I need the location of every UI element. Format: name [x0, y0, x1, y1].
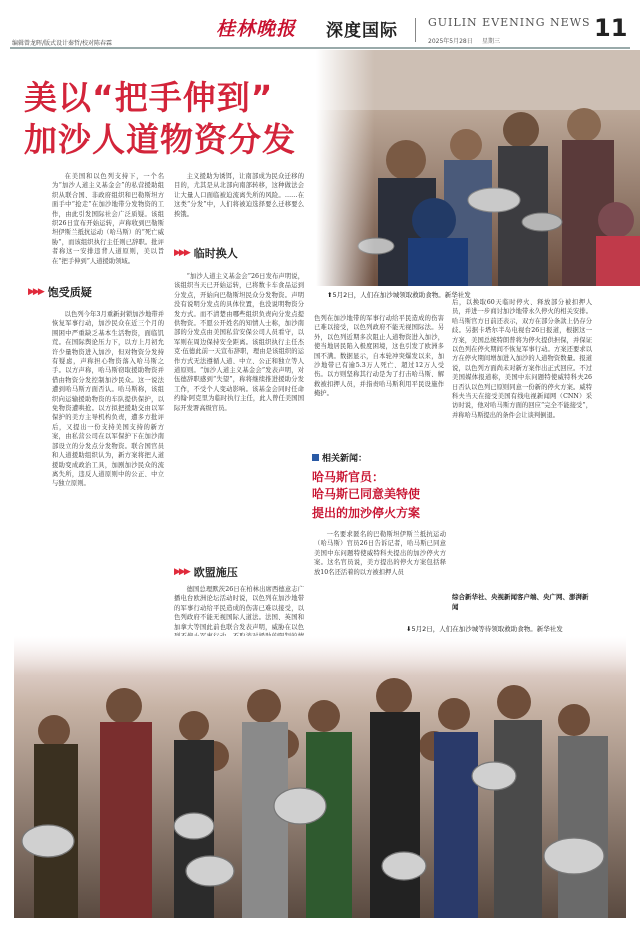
- article-column-2-top: [174, 172, 304, 219]
- triangle-marker-icon: ▶▶▶: [174, 248, 189, 258]
- related-title-line-1: 哈马斯官员：: [312, 470, 385, 484]
- paragraph: 主义援助为诱饵，让南部成为民众迁移的目的，尤其是从北部向南部转移，这种做法会让大量人口面临被迫流离失所的风险。……在这类“分发”中，人们将被迫选择要么迁移要么挨饿。: [174, 173, 304, 218]
- subheading-text: 欧盟施压: [193, 566, 238, 579]
- related-news-label: 相关新闻：: [322, 454, 368, 464]
- headline-line-1: 美以“把手伸到”: [24, 78, 274, 117]
- related-title-line-2: 哈马斯已同意美特使: [312, 487, 421, 501]
- article-column-1-body: [52, 310, 164, 489]
- page-number: 11: [594, 14, 628, 42]
- subheading-text: 饱受质疑: [47, 286, 92, 299]
- header-divider: [415, 18, 416, 42]
- newspaper-logo: 桂林晚报: [216, 18, 297, 40]
- paragraph: “加沙人道主义基金会”26日发布声明说，该组织当天已开始运转，已将数卡车食品运到分发点，开始向巴勒斯坦民众分发物资。声明没有说明分发点的具体位置，也没说明物资分发方式。而不清楚由哪些组织负责向分发点提供物资。不愿公开姓名的知情人士称，加沙南部的分发点由美国私营安保公司人员看守，以军则在周边保持安全距离。该组织执行主任杰克·伍德此前一天宣布辞职，理由是该组织的运作方式无法遵循人道、中立、公正和独立等人道原则。“加沙人道主义基金会”发表声明，对伍德辞职感到“失望”，称将继续推进援助分发工作，不受个人变动影响。该基金会同时任命约翰·阿克里为临时执行主任，此人曾任美国国际开发署高级官员。: [174, 273, 304, 412]
- news-source: 综合新华社、央视新闻客户端、央广网、澎湃新闻: [452, 593, 589, 611]
- triangle-marker-icon: ▶▶▶: [28, 287, 43, 297]
- article-column-3: [314, 314, 444, 442]
- bottom-news-photo: [14, 636, 626, 918]
- header-rule: [10, 47, 630, 49]
- related-title-line-3: 提出的加沙停火方案: [312, 506, 421, 520]
- bottom-photo-caption: ⬇5月2日，人们在加沙城等待领取救助食物。新华社发: [406, 625, 563, 633]
- related-news-body: [314, 530, 446, 614]
- paragraph: 后，以换取60天临时停火、释放部分被扣押人员，并进一步商讨加沙地带永久停火的相关安排。哈马斯官方日前还表示，双方在部分条款上仍存分歧。另据卡塔尔半岛电视台26日报道，根据这一方案，美国总统特朗普将为停火提供担保，并保证以色列在停火期间不恢复军事行动。方案还要求以方在停火期间增加进入加沙的人道物资数量。报道说，以色列方面尚未对新方案作出正式回应。不过美国媒体报道称，美国中东问题特使威特科夫26日否认以色列已原则同意一份新的停火方案。威特科夫当天在接受美国有线电视新闻网（CNN）采访时说，他对哈马斯方面的回应“完全不能接受”，并称哈马斯提出的条件会让谈判倒退。: [452, 299, 592, 419]
- related-news-tag: [312, 451, 367, 464]
- paragraph: 在美国和以色列支持下，一个名为“加沙人道主义基金会”的私营援助组织从联合国、非政府组织和巴勒斯坦方面手中“抢走”在加沙地带分发物资的工作，由此引发国际社会广泛质疑。该组织26日宣布开始运转，声称收到巴勒斯坦伊斯兰抵抗运动（哈马斯）的“死亡威胁”，而该组织执行主任则已辞职。批评者称这一安排违背人道原则，美以旨在“把手伸到”人道援助领域。: [52, 173, 164, 265]
- editor-credits: 编辑曾龙晖/版式设计秦哲/校对陈春霖: [12, 40, 113, 47]
- headline-line-2: 加沙人道物资分发: [24, 120, 296, 159]
- top-photo-caption: ⬆5月2日，人们在加沙城领取救助食物。新华社发: [327, 291, 471, 299]
- top-news-photo: [316, 50, 640, 286]
- issue-weekday: 星期三: [482, 38, 501, 45]
- paragraph: 色列在加沙地带的军事行动给平民造成的伤害已难以接受，以色列政府不能无视国际法。另外，以色列近期多次阻止人道物资进入加沙，使当地居民陷入极度困境，这也引发了欧洲多国不满。数据显示，自本轮冲突爆发以来，加沙地带已有逾5.3万人死亡、超过12万人受伤。以方则坚称其行动是为了打击哈马斯、解救被扣押人员，并指责哈马斯利用平民设施作掩护。: [314, 315, 444, 398]
- subheading-1: [28, 284, 92, 300]
- subheading-2: [174, 245, 238, 261]
- article-column-4: [452, 298, 592, 588]
- triangle-marker-icon: ▶▶▶: [174, 567, 189, 577]
- paragraph: 一名要求匿名的巴勒斯坦伊斯兰抵抗运动（哈马斯）官员26日告诉记者，哈马斯已同意美国中东问题特使威特科夫提出的加沙停火方案。这名官员说，美方提出的停火方案包括释放10名还活着的以方被扣押人员: [314, 531, 446, 576]
- paper-english-name: GUILIN EVENING NEWS: [428, 16, 591, 29]
- subheading-3: [174, 564, 238, 580]
- section-name: 深度国际: [326, 21, 398, 41]
- subheading-text: 临时换人: [193, 247, 238, 260]
- article-column-1-intro: [52, 172, 164, 266]
- issue-date: 2025年5月28日: [428, 38, 473, 45]
- article-column-2-body: [174, 272, 304, 413]
- paragraph: 以色列今年3月重新封锁加沙地带并恢复军事行动，加沙民众在近三个月的围困中严重缺乏基本生活物资，面临饥荒。在国际舆论压力下，以方上月初允许少量物资进入加沙，但对物资分发持有疑虑，声称担心物资落入哈马斯之手。以方声称，哈马斯窃取援助物资并借由物资分发控制加沙民众。这一说法遭到哈马斯方面否认。哈马斯称，该组织向运输援助物资的车队提供保护，以免物资遭哄抢。以方拟把援助交由以军保护的美方主导机构负责，遭多方批评后，又提出一份支持美国支持的新方案，由私营公司在以军保护下在加沙南部设立的分发点分发物资。联合国官员和人道援助组织认为，新方案将把人道援助变成政治工具，加剧加沙民众的流离失所，违反人道原则中的公正、中立与独立原则。: [52, 311, 164, 488]
- paragraph: 德国总理默茨26日在柏林出席西德意志广播电台欧洲论坛活动时说，以色列在加沙地带的军事行动给平民造成的伤害已难以接受，以色列政府不能无视国际人道法。法国、英国和加拿大等国此前也联合发表声明，威胁在以色: [174, 586, 304, 631]
- square-bullet-icon: [312, 454, 319, 461]
